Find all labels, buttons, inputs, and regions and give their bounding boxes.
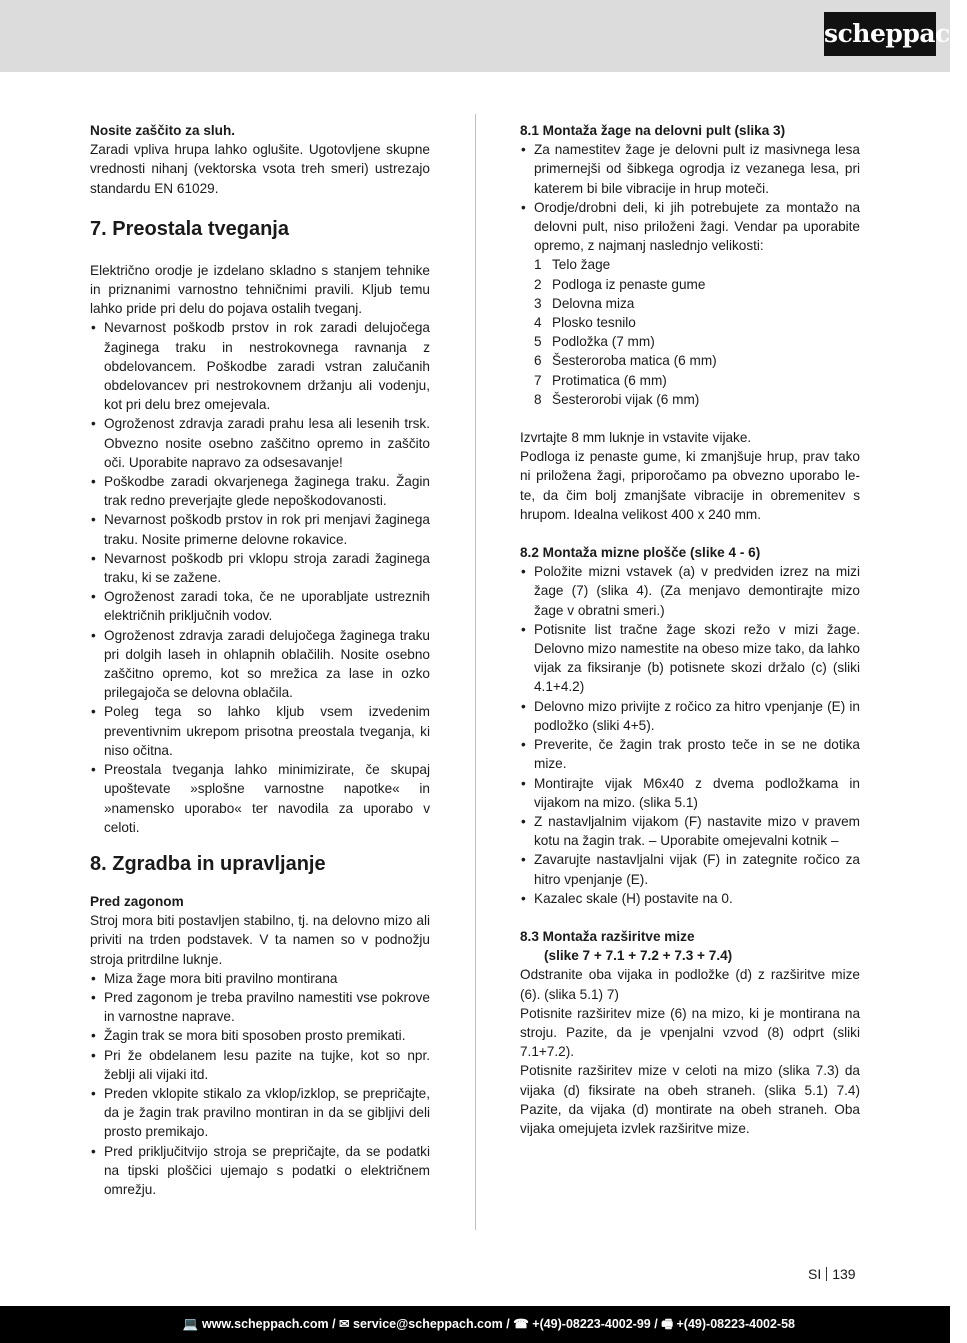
email-link[interactable]: service@scheppach.com — [353, 1317, 503, 1331]
section-8-heading: 8. Zgradba in upravljanje — [90, 852, 326, 875]
section-7-intro: Električno orodje je izdelano skladno s stanjem tehnike in priznanimi varnostno tehničnimi pravili. Kljub temu lahko pride pri delu do pojava ostalih tveganj. — [90, 262, 430, 317]
part-item: 8 Šesterorobi vijak (6 mm) — [534, 391, 700, 407]
pred-zagonom-text: Stroj mora biti postavljen stabilno, tj. na delovno mizo ali priviti na trden podstavek. V ta namen so v podnožju stroja pritrdilne luknje. — [90, 913, 430, 967]
list-item: • Z nastavljalnim vijakom (F) nastavite mizo v pravem kotu na žagin trak. – Uporabite omejevalni kotnik – — [520, 812, 860, 850]
list-item: • Pred priključitvijo stroja se prepričajte, da se podatki na tipski ploščici ujemajo s podatki o električnem omrežju. — [90, 1142, 430, 1200]
part-item: 6 Šesteroroba matica (6 mm) — [534, 353, 717, 369]
part-item: 1 Telo žage — [534, 257, 611, 273]
list-item: • Zavarujte nastavljalni vijak (F) in zategnite ročico za hitro vpenjanje (E). — [520, 850, 860, 888]
section-8-2-list — [520, 562, 860, 908]
left-column — [90, 121, 430, 1199]
list-item: • Žagin trak se mora biti sposoben prosto premikati. — [90, 1026, 430, 1045]
scheppach-logo: scheppach — [824, 12, 936, 56]
list-item: • Potisnite list tračne žage skozi režo v mizi žage. Delovno mizo namestite na obeso mize tako, da lahko vijak za fiksiranje (b) potisnete skozi držalo (c) (sliki 4.1+4.2) — [520, 620, 860, 697]
list-item: • Nevarnost poškodb pri vklopu stroja zaradi žaginega traku, ki se zažene. — [90, 549, 430, 587]
list-item: • Za namestitev žage je delovni pult iz masivnega lesa primernejši od šibkega ogrodja iz vezanega lesa, pri katerem bi bile vibracije in hrup moteči. — [520, 140, 860, 198]
list-item: • Delovno mizo privijte z ročico za hitro vpenjanje (E) in podložko (sliki 4+5). — [520, 697, 860, 735]
header-bar — [0, 0, 967, 72]
section-8-3-text-1: Odstranite oba vijaka in podložke (d) z razširitve mize (6). (slika 5.1) 7) — [520, 967, 860, 1002]
fax-icon: 🖷 — [661, 1317, 674, 1331]
part-item: 3 Delovna miza — [534, 295, 635, 311]
list-item: • Pred zagonom je treba pravilno namestiti vse pokrove in varnostne naprave. — [90, 988, 430, 1026]
part-item: 5 Podložka (7 mm) — [534, 334, 655, 350]
list-item: • Ogroženost zdravja zaradi prahu lesa ali lesenih trsk. Obvezno nosite osebno zaščitno opremo in zaščito oči. Uporabite napravo za odsesavanje! — [90, 414, 430, 472]
section-7-heading: 7. Preostala tveganja — [90, 217, 289, 240]
page-number-value: 139 — [832, 1266, 856, 1282]
language-code: SI — [808, 1266, 822, 1282]
page-number — [808, 1266, 856, 1282]
computer-icon: 💻 — [182, 1317, 199, 1331]
hearing-protection-title: Nosite zaščito za sluh. — [90, 123, 236, 138]
list-item: • Montirajte vijak M6x40 z dvema podložkama in vijakom na mizo. (slika 5.1) — [520, 774, 860, 812]
list-item: • Ogroženost zaradi toka, če ne uporabljate ustreznih električnih priključnih vodov. — [90, 587, 430, 625]
risk-list — [90, 318, 430, 836]
section-8-1-list — [520, 140, 860, 255]
list-item: • Položite mizni vstavek (a) v predviden izrez na mizi žage (7) (slika 4). (Za menjavo demontirajte mizo žage v obratni smeri.) — [520, 562, 860, 620]
section-8-1-text-1: Izvrtajte 8 mm luknje in vstavite vijake. — [520, 430, 752, 446]
list-item: • Poleg tega so lahko kljub vsem izvedenim preventivnim ukrepom prisotna preostala tveganja, ki niso očitna. — [90, 702, 430, 760]
column-divider — [475, 114, 476, 1230]
list-item: • Nevarnost poškodb prstov in rok pri menjavi žaginega traku. Nosite primerne delovne rokavice. — [90, 510, 430, 548]
footer-bar: 💻 www.scheppach.com / ✉ service@scheppach.com / ☎ +(49)-08223-4002-99 / 🖷 +(49)-08223-4002-58 — [0, 1306, 950, 1343]
list-item: • Orodje/drobni deli, ki jih potrebujete za montažo na delovni pult, niso priloženi žagi. Vendar pa uporabite opremo, z najmanj naslednjo velikosti: — [520, 198, 860, 256]
section-8-1-title: 8.1 Montaža žage na delovni pult (slika 3) — [520, 123, 786, 138]
list-item: • Ogroženost zdravja zaradi delujočega žaginega traku pri dolgih laseh in ohlapnih oblačilih. Nosite osebno zaščitno opremo, kot so mrežica za lase in ozko prilegajoča se delovna oblačila. — [90, 626, 430, 703]
hearing-protection-text: Zaradi vpliva hrupa lahko oglušite. Ugotovljene skupne vrednosti nihanj (vektorska vsota treh smeri) ustrezajo standardu EN 61029. — [90, 142, 430, 196]
pred-zagonom-list — [90, 969, 430, 1199]
phone-number: +(49)-08223-4002-99 — [532, 1317, 651, 1331]
list-item: • Preden vklopite stikalo za vklop/izklop, se prepričajte, da je žagin trak pravilno montiran in da se gibljivi deli prosto premikajo. — [90, 1084, 430, 1142]
part-item: 2 Podloga iz penaste gume — [534, 276, 706, 292]
section-8-1-text-2: Podloga iz penaste gume, ki zmanjšuje hrup, prav tako ni priložena žagi, priporočamo pa obvezno uporabo le-te, da čim bolj zmanjšate vibracije in obremenitev s hrupom. Idealna velikost 400 x 240 mm. — [520, 449, 860, 522]
part-item: 4 Plosko tesnilo — [534, 315, 636, 331]
list-item: • Nevarnost poškodb prstov in rok zaradi delujočega žaginega traku in nestrokovnega ravnanja z obdelovancem. Poškodbe zaradi vstran zalučanih obdelovancev pri nestrokovnem držanju ali vodenju, kot pri delu brez omejevala. — [90, 318, 430, 414]
list-item: • Kazalec skale (H) postavite na 0. — [520, 889, 860, 908]
section-8-3-subtitle: (slike 7 + 7.1 + 7.2 + 7.3 + 7.4) — [544, 948, 733, 964]
parts-list — [520, 255, 860, 409]
section-8-3-text-2: Potisnite razširitev mize (6) na mizo, ki je montirana na stroju. Pazite, da je vpenjalni vzvod (8) odprt (sliki 7.1+7.2). — [520, 1005, 860, 1060]
mail-icon: ✉ — [339, 1317, 350, 1331]
pred-zagonom-title: Pred zagonom — [90, 893, 184, 909]
section-8-3-title: 8.3 Montaža razširitve mize — [520, 928, 695, 944]
fax-number: +(49)-08223-4002-58 — [676, 1317, 795, 1331]
part-item: 7 Protimatica (6 mm) — [534, 372, 667, 388]
list-item: • Miza žage mora biti pravilno montirana — [90, 969, 430, 988]
right-column — [520, 121, 860, 1138]
section-8-3-text-3: Potisnite razširitev mize v celoti na mizo (slika 7.3) da vijaka (d) fiksirate na obeh straneh. (slika 5.1) 7.4) Pazite, da vijaka (d) montirate na obeh straneh. Oba vijaka omejujeta izvlek razširitve mize. — [520, 1063, 860, 1136]
phone-icon: ☎ — [513, 1317, 529, 1331]
list-item: • Pri že obdelanem lesu pazite na tujke, kot so npr. žeblji ali vijaki itd. — [90, 1046, 430, 1084]
list-item: • Preostala tveganja lahko minimizirate, če skupaj upoštevate »splošne varnostne napotke« in »namensko uporabo« ter navodila za uporabo v celoti. — [90, 760, 430, 837]
list-item: • Poškodbe zaradi okvarjenega žaginega traku. Žagin trak redno preverjajte glede nepoškodovanosti. — [90, 472, 430, 510]
website-link[interactable]: www.scheppach.com — [201, 1317, 329, 1331]
section-8-2-title: 8.2 Montaža mizne plošče (slike 4 - 6) — [520, 545, 761, 561]
list-item: • Preverite, če žagin trak prosto teče in se ne dotika mize. — [520, 735, 860, 773]
